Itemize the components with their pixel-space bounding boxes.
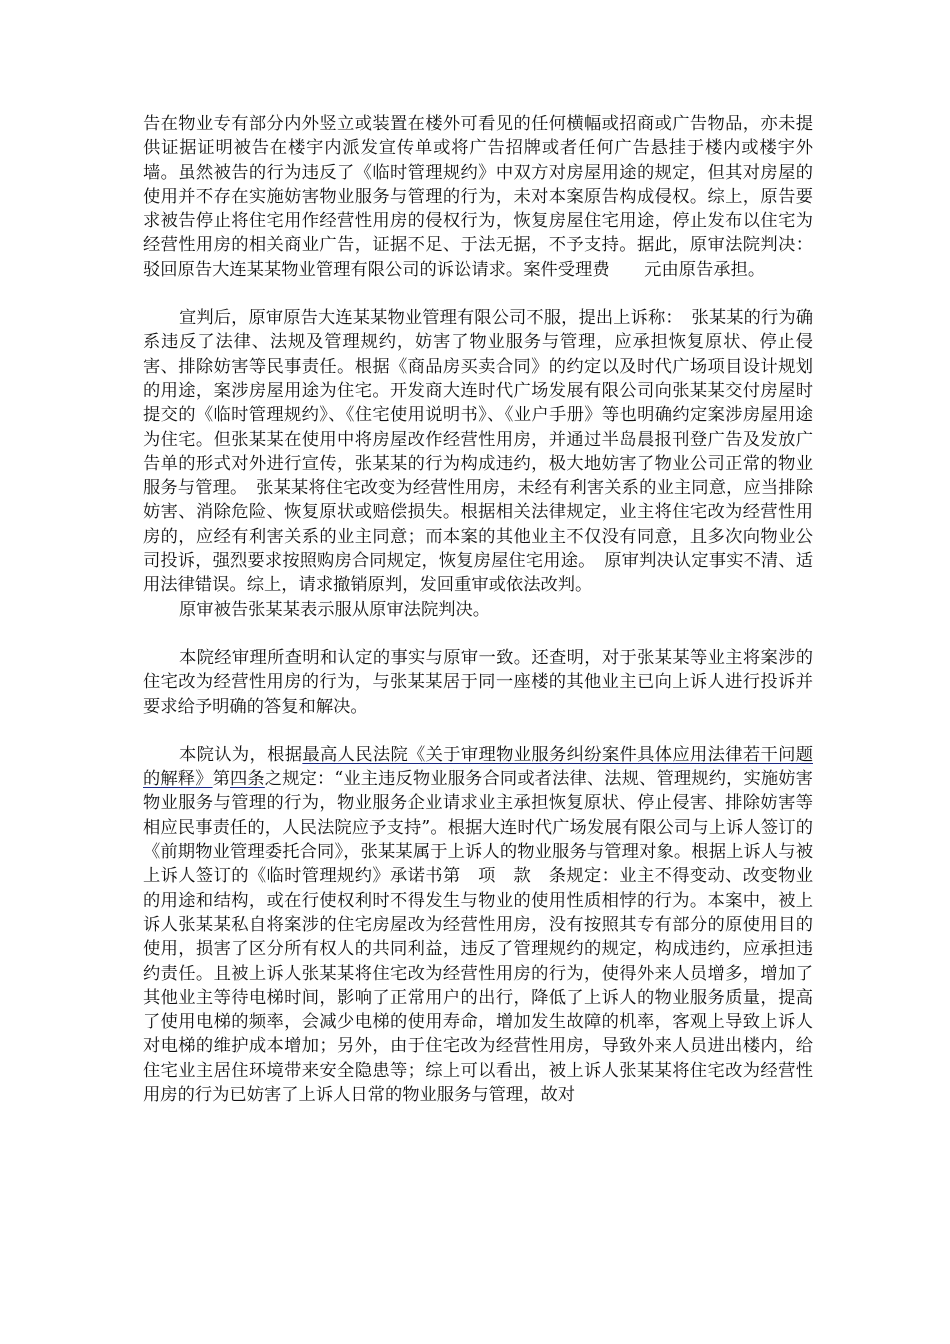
article-four-link[interactable]: 四条 xyxy=(230,769,265,790)
paragraph-original-judgment: 告在物业专有部分内外竖立或装置在楼外可看见的任何横幅或招商或广告物品，亦未提供证据证明被告在楼宇内派发宣传单或将广告招牌或者任何广告悬挂于楼内或楼宇外墙。虽然被告的行为违反了《临时管理规约》中双方对房屋用途的规定，但其对房屋的使用并不存在实施妨害物业服务与管理的行为，未对本案原告构成侵权。综上，原告要求被告停止将住宅用作经营性用房的侵权行为，恢复房屋住宅用途，停止发布以住宅为经营性用房的相关商业广告，证据不足、于法无据，不予支持。据此，原审法院判决：驳回原告大连某某物业管理有限公司的诉讼请求。案件受理费 元由原告承担。 xyxy=(143,114,813,280)
paragraph-respondent-statement: 原审被告张某某表示服从原审法院判决。 xyxy=(179,599,491,620)
opinion-body-text: 之规定：“业主违反物业服务合同或者法律、法规、管理规约，实施妨害物业服务与管理的行为，物业服务企业请求业主承担恢复原状、停止侵害、排除妨害等相应民事责任的，人民法院应予支持”。根据大连时代广场发展有限公司与上诉人签订的《前期物业管理委托合同》，张某某属于上诉人的物业服务与管理对象。根据上诉人与被上诉人签订的《临时管理规约》承诺书第 项 款 条规定：业主不得变动、改变物业的用途和结构，或在行使权利时不得发生与物业的使用性质相悖的行为。本案中，被上诉人张某某私自将案涉的住宅房屋改为经营性用房，没有按照其专有部分的原使用目的使用，损害了区分所有权人的共同利益，违反了管理规约的规定，构成违约，应承担违约责任。且被上诉人张某某将住宅改为经营性用房的行为，使得外来人员增多，增加了其他业主等待电梯时间，影响了正常用户的出行，降低了上诉人的物业服务质量，提高了使用电梯的频率，会减少电梯的使用寿命，增加发生故障的机率，客观上导致上诉人对电梯的维护成本增加；另外，由于住宅改为经营性用房，导致外来人员进出楼内，给住宅业主居住环境带来安全隐患等；综上可以看出，被上诉人张某某将住宅改为经营性用房的行为已妨害了上诉人日常的物业服务与管理，故对 xyxy=(143,769,813,1105)
opinion-article-prefix: 第 xyxy=(212,769,230,790)
paragraph-facts-found: 本院经审理所查明和认定的事实与原审一致。还查明，对于张某某等业主将案涉的住宅改为经营性用房的行为，与张某某居于同一座楼的其他业主已向上诉人进行投诉并要求给予明确的答复和解决。 xyxy=(143,647,813,717)
opinion-intro-text: 本院认为，根据 xyxy=(179,744,303,765)
paragraph-court-opinion xyxy=(143,743,813,1107)
paragraph-appeal-claims: 宣判后，原审原告大连某某物业管理有限公司不服，提出上诉称： 张某某的行为确系违反了法律、法规及管理规约，妨害了物业服务与管理，应承担恢复原状、停止侵害、排除妨害等民事责任。根据《商品房买卖合同》的约定以及时代广场项目设计规划的用途，案涉房屋用途为住宅。开发商大连时代广场发展有限公司向张某某交付房屋时提交的《临时管理规约》、《住宅使用说明书》、《业户手册》等也明确约定案涉房屋用途为住宅。但张某某在使用中将房屋改作经营性用房，并通过半岛晨报刊登广告及发放广告单的形式对外进行宣传，张某某的行为构成违约，极大地妨害了物业公司正常的物业服务与管理。 张某某将住宅改变为经营性用房，未经有利害关系的业主同意，应当排除妨害、消除危险、恢复原状或赔偿损失。根据相关法律规定，业主将住宅改为经营性用房的，应经有利害关系的业主同意；而本案的其他业主不仅没有同意，且多次向物业公司投诉，强烈要求按照购房合同规定，恢复房屋住宅用途。 原审判决认定事实不清、适用法律错误。综上，请求撤销原判，发回重审或依法改判。 xyxy=(143,308,813,596)
judicial-interpretation-link[interactable]: 最高人民法院《关于审理物业服务纠纷案件具体应用法律若干问题的解释》 xyxy=(143,744,813,790)
document-body xyxy=(143,112,813,1107)
